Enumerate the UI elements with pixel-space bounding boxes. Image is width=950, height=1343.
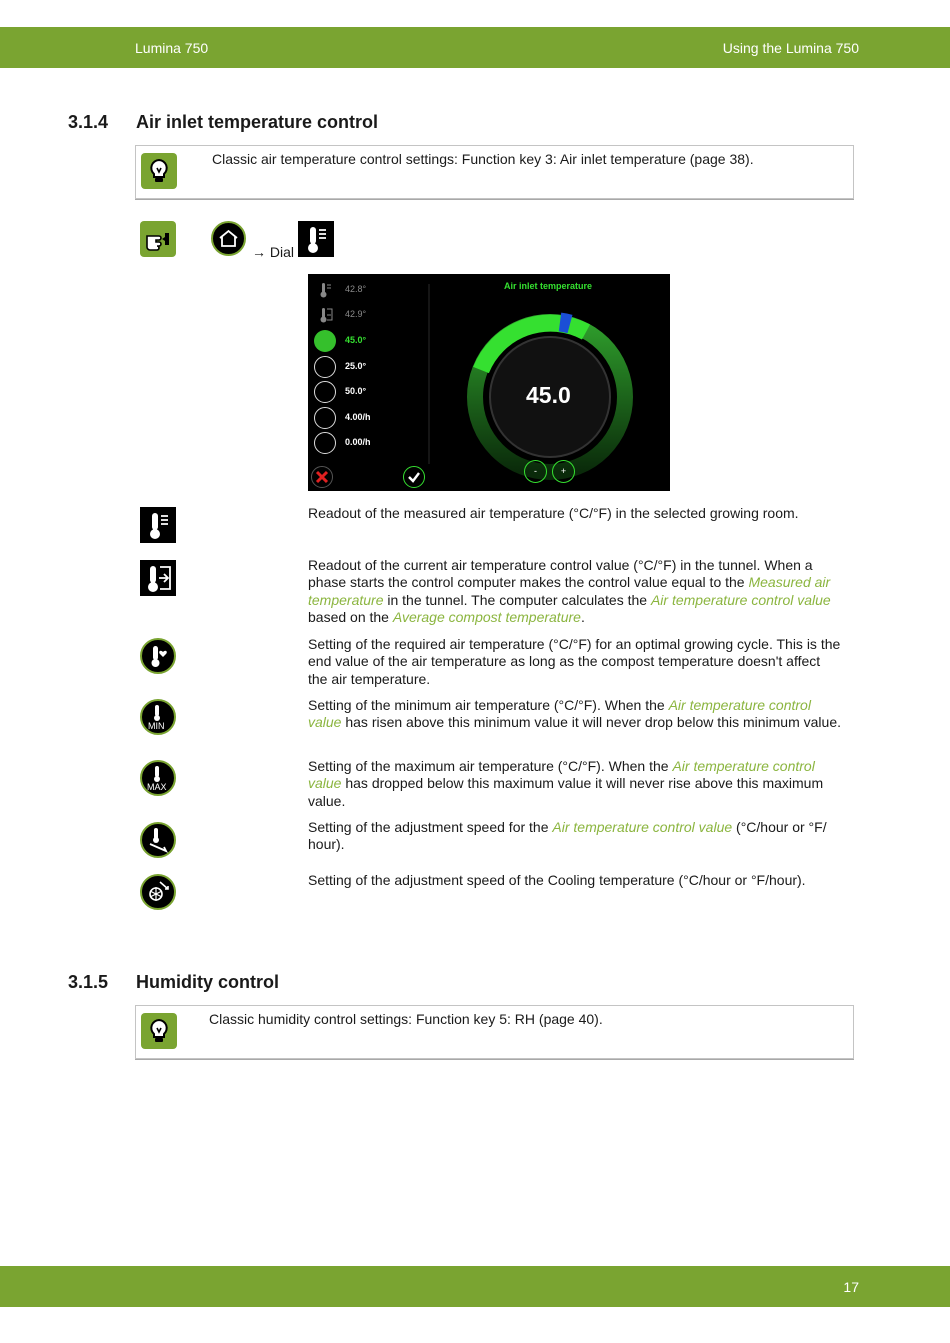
row-value: 45.0° — [345, 335, 367, 345]
desc-required: Setting of the required air temperature (°C/°F) for an optimal growing cycle. This is the end value of the air temperature as long as the compost temperature doesn't affect the air temperature. — [308, 636, 841, 687]
screen-row-speed[interactable] — [314, 407, 424, 429]
section-title: Air inlet temperature control — [136, 112, 379, 132]
thermometer-max-icon — [140, 760, 176, 796]
lightbulb-icon — [141, 1013, 177, 1049]
desc-control-value: Readout of the current air temperature control value (°C/°F) in the tunnel. When a phase starts the control computer makes the control value equal to the Measured air temperature in the tunnel. The computer calculates the Air temperature control value based on the Average compost temperature. — [308, 557, 831, 625]
tip-text: Classic humidity control settings: Function key 5: RH (page 40). — [209, 1011, 603, 1027]
page-number: 17 — [843, 1279, 859, 1295]
screen-row-max[interactable] — [314, 381, 424, 403]
thermometer-icon — [298, 221, 334, 257]
screen-row-cooling[interactable] — [314, 432, 424, 454]
close-icon — [312, 467, 332, 487]
page-header — [0, 27, 950, 68]
cooling-speed-icon — [140, 874, 176, 910]
max-label: MAX — [147, 782, 167, 792]
thermometer-min-icon — [314, 356, 336, 378]
row-value: 25.0° — [345, 361, 367, 371]
thermometer-exit-icon — [314, 305, 334, 325]
section-number: 3.1.5 — [68, 972, 109, 992]
min-label: MIN — [148, 721, 165, 731]
adjustment-speed-icon — [314, 407, 336, 429]
adjustment-speed-icon — [140, 822, 176, 858]
decrease-button[interactable]: - — [524, 460, 547, 483]
device-screen — [308, 274, 670, 491]
row-value: 42.8° — [345, 284, 367, 294]
check-icon — [404, 467, 424, 487]
thermometer-exit-icon — [140, 560, 176, 596]
thermometer-icon — [140, 507, 176, 543]
header-chapter: Using the Lumina 750 — [722, 40, 859, 56]
row-value: 42.9° — [345, 309, 367, 319]
thermometer-icon — [314, 280, 334, 300]
nav-dial-text: → Dial — [252, 244, 295, 260]
desc-max: Setting of the maximum air temperature (°C/°F). When the Air temperature control value has dropped below this maximum value it will never rise above this maximum value. — [308, 758, 824, 809]
desc-min: Setting of the minimum air temperature (°C/°F). When the Air temperature control value has risen above this minimum value it will never drop below this minimum value. — [308, 697, 842, 731]
tip-text: Classic air temperature control settings: Function key 3: Air inlet temperature (page 38). — [212, 151, 754, 167]
lightbulb-icon — [141, 153, 177, 189]
screen-row-measured[interactable] — [314, 280, 424, 300]
home-button-icon — [211, 221, 246, 256]
section-title: Humidity control — [136, 972, 279, 992]
screen-row-min[interactable] — [314, 356, 424, 378]
dial-setpoint-marker — [560, 322, 570, 324]
header-product: Lumina 750 — [135, 40, 209, 56]
row-value: 0.00/h — [345, 437, 371, 447]
section-number: 3.1.4 — [68, 112, 109, 132]
increase-button[interactable]: + — [552, 460, 575, 483]
dial-value: 45.0 — [526, 382, 571, 408]
cooling-speed-icon — [314, 432, 336, 454]
desc-adjustment-speed: Setting of the adjustment speed for the Air temperature control value (°C/hour or °F/ hour). — [308, 819, 827, 853]
tip-box — [135, 1005, 854, 1059]
pointing-hand-icon — [140, 221, 176, 257]
page-footer — [0, 1266, 950, 1307]
screen-row-required[interactable] — [314, 330, 424, 352]
row-value: 50.0° — [345, 386, 367, 396]
thermometer-heart-icon — [140, 638, 176, 674]
desc-measured: Readout of the measured air temperature (°C/°F) in the selected growing room. — [308, 505, 799, 521]
desc-cooling-speed: Setting of the adjustment speed of the Cooling temperature (°C/hour or °F/hour). — [308, 872, 806, 888]
thermometer-max-icon — [314, 381, 336, 403]
thermometer-min-icon — [140, 699, 176, 735]
cancel-button[interactable] — [311, 466, 333, 488]
confirm-button[interactable] — [403, 466, 425, 488]
screen-row-control-value[interactable] — [314, 305, 424, 325]
tip-box — [135, 145, 854, 199]
row-value: 4.00/h — [345, 412, 371, 422]
screen-title: Air inlet temperature — [504, 281, 593, 291]
thermometer-heart-icon — [314, 330, 336, 352]
